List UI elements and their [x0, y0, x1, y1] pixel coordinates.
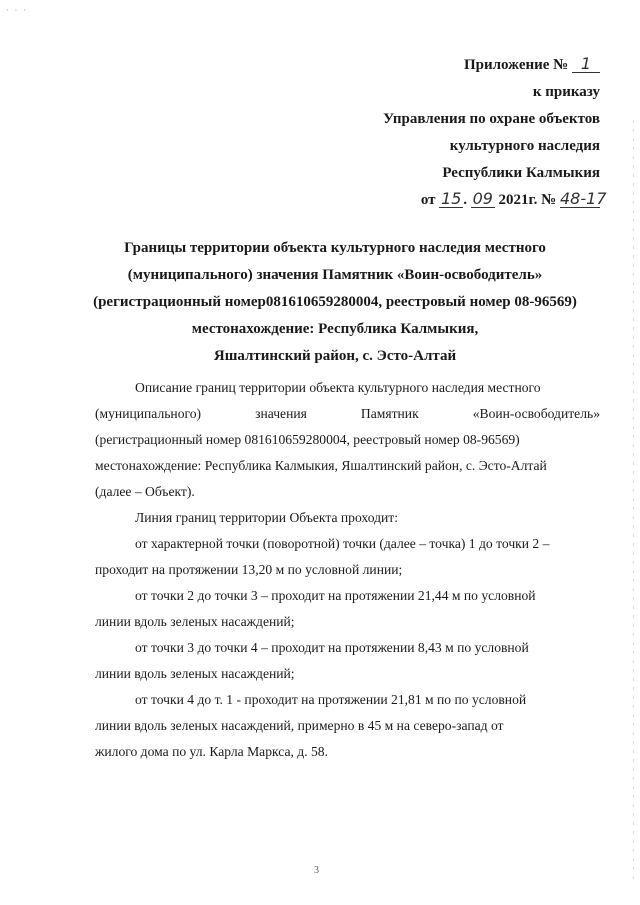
boundary-intro-paragraph: Линия границ территории Объекта проходит:: [135, 510, 399, 525]
paragraph-line: (далее – Объект).: [95, 484, 195, 499]
appendix-label: Приложение №: [463, 57, 569, 73]
appendix-line: [320, 52, 600, 79]
to-order-line: к приказу: [532, 84, 600, 100]
description-paragraph: [95, 375, 600, 505]
title-line-5: Яшалтинский район, с. Эсто-Алтай: [213, 348, 457, 364]
paragraph-line: от точки 4 до т. 1 - проходит на протяжении 21,81 м по по условной: [135, 692, 527, 707]
paragraph-line: Описание границ территории объекта культурного наследия местного: [135, 380, 541, 395]
title-line-4: местонахождение: Республика Калмыкия,: [191, 321, 479, 337]
date-month-handwritten: 09: [472, 189, 493, 208]
scan-edge-artifact: [633, 120, 634, 880]
document-body: [95, 375, 600, 765]
paragraph-word: значения: [255, 406, 307, 421]
organization-line-2: культурного наследия: [449, 138, 600, 154]
title-line-3: (регистрационный номер081610659280004, реестровый номер 08-96569): [93, 294, 577, 310]
segment-1-2-paragraph: [95, 531, 600, 583]
segment-2-3-paragraph: [95, 583, 600, 635]
paragraph-line: (регистрационный номер 081610659280004, реестровый номер 08-96569): [95, 432, 520, 447]
paragraph-line: местонахождение: Республика Калмыкия, Яшалтинский район, с. Эсто-Алтай: [95, 458, 547, 473]
paragraph-line: жилого дома по ул. Карла Маркса, д. 58.: [95, 744, 328, 759]
segment-3-4-paragraph: [95, 635, 600, 687]
date-day-handwritten: 15: [441, 189, 462, 208]
segment-4-1-paragraph: [95, 687, 600, 765]
paragraph-line: линии вдоль зеленых насаждений, примерно в 45 м на северо-запад от: [95, 718, 504, 733]
paragraph-word: «Воин-освободитель»: [472, 406, 600, 421]
date-prefix: от: [420, 192, 436, 208]
paragraph-word: (муниципального): [95, 406, 202, 421]
paragraph-line: от точки 3 до точки 4 – проходит на протяжении 8,43 м по условной: [135, 640, 529, 655]
organization-line-3: Республики Калмыкия: [442, 165, 600, 181]
appendix-number-handwritten: 1: [572, 56, 600, 73]
date-year-label: 2021г. №: [498, 192, 557, 208]
appendix-header: [320, 52, 607, 214]
title-line-2: (муниципального) значения Памятник «Воин-освободитель»: [127, 267, 543, 283]
paragraph-line: от точки 2 до точки 3 – проходит на протяжении 21,44 м по условной: [135, 588, 536, 603]
paragraph-line: проходит на протяжении 13,20 м по условной линии;: [95, 562, 403, 577]
organization-line-1: Управления по охране объектов: [383, 111, 600, 127]
corner-scan-mark: · · ·: [6, 6, 28, 15]
paragraph-line: линии вдоль зеленых насаждений;: [95, 666, 295, 681]
order-date-line: от 15 . 09 2021г. № 48-17: [420, 189, 607, 208]
paragraph-line: от характерной точки (поворотной) точки (далее – точка) 1 до точки 2 –: [135, 536, 550, 551]
paragraph-line: [95, 401, 600, 427]
paragraph-word: Памятник: [360, 406, 419, 421]
page-number: 3: [314, 865, 319, 876]
paragraph-line: линии вдоль зеленых насаждений;: [95, 614, 295, 629]
order-number-handwritten: 48-17: [560, 189, 607, 208]
title-line-1: Границы территории объекта культурного наследия местного: [124, 240, 546, 256]
document-title: [70, 235, 600, 370]
